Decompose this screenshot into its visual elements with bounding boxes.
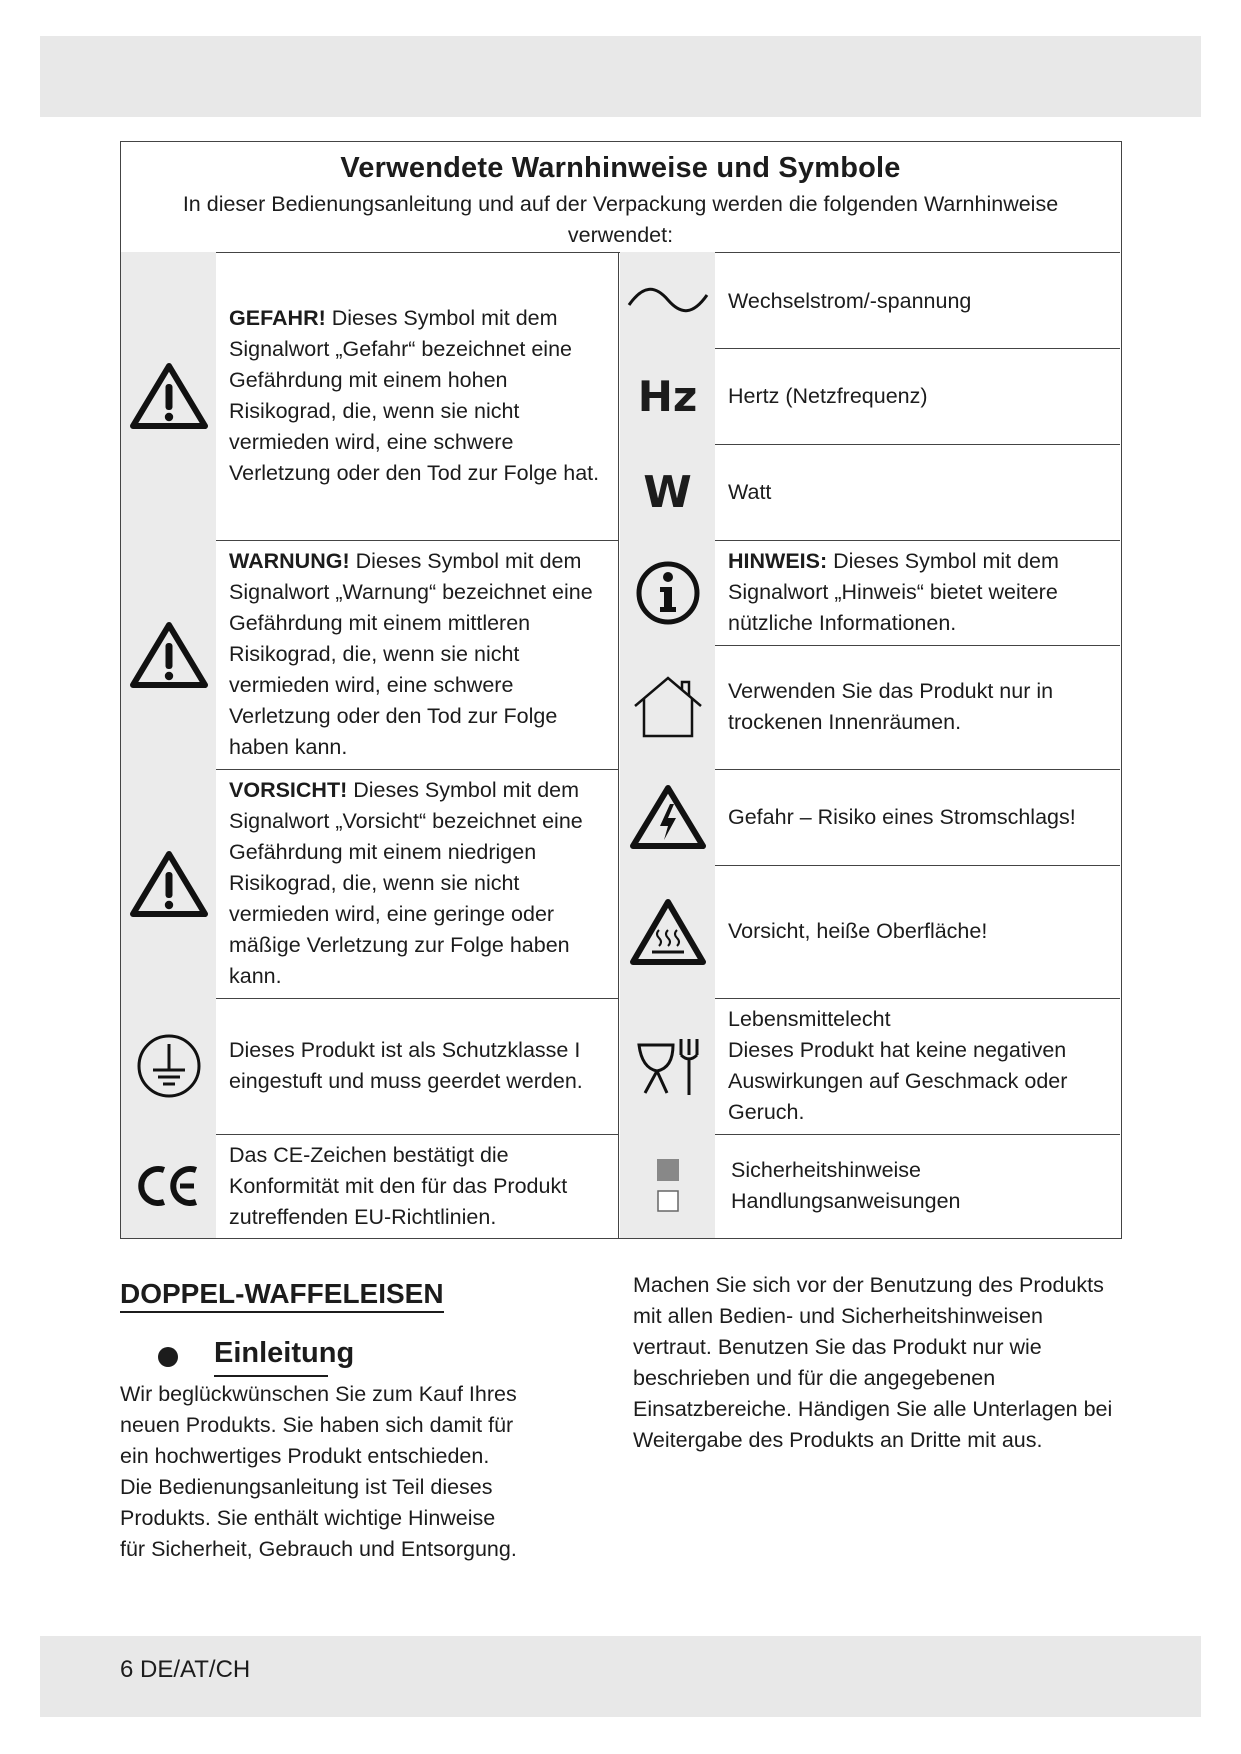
hot-surface-warning-icon [620,865,715,998]
wechselstrom-text: Wechselstrom/-spannung [728,289,972,313]
intro-paragraph-left: Wir beglückwünschen Sie zum Kauf Ihres neuen Produkts. Sie haben sich damit für ein hochwertiges Produkt entschieden. Die Bedienungsanleitung ist Teil dieses Produkts. Sie enthält wichtige Hinweise für Sicherheit, Gebrauch und Entsorgung. [120,1382,517,1561]
watt-icon: W [620,444,715,540]
table-title: Verwendete Warnhinweise und Symbole [340,152,901,184]
bullet-icon [158,1347,178,1367]
warning-triangle-icon [121,769,216,998]
top-band [40,36,1201,117]
row-stromschlag [620,769,1120,865]
watt-text: Watt [728,479,772,504]
row-wechselstrom [620,252,1120,348]
row-gefahr [121,252,618,540]
warning-triangle-icon [121,252,216,540]
gefahr-text: GEFAHR! Dieses Symbol mit dem Signalwort „Gefahr“ bezeichnet eine Gefährdung mit einem hohen Risikograd, die, wenn sie nicht vermieden wird, eine schwere Verletzung oder den Tod zur Folge hat. [229,306,600,485]
info-icon [620,540,715,645]
food-safe-icon [620,998,715,1134]
row-hertz [620,348,1120,444]
stromschlag-text: Gefahr – Risiko eines Stromschlags! [728,804,1076,829]
ce-mark-icon [121,1134,216,1238]
checkbox-legend-icon [620,1134,715,1238]
subsection-title: Einleitung [214,1337,355,1369]
heisse-oberflaeche-text: Vorsicht, heiße Oberfläche! [728,919,988,943]
intro-paragraph-right: Machen Sie sich vor der Benutzung des Produkts mit allen Bedien- und Sicherheitshinweisen vertraut. Benutzen Sie das Produkt nur wie beschrieben und für die angegebenen Einsatzbereiche. Händigen Sie alle Unterlagen bei Weitergabe des Produkts an Dritte mit aus. [633,1273,1113,1452]
hertz-text: Hertz (Netzfrequenz) [728,383,928,408]
hinweis-text: HINWEIS: Dieses Symbol mit dem Signalwort „Hinweis“ bietet weitere nützliche Informationen. [728,549,1059,635]
row-legende [620,1134,1120,1238]
subsection-underline [214,1375,328,1377]
hertz-icon: Hz [620,348,715,444]
ce-text: Das CE-Zeichen bestätigt die Konformität mit den für das Produkt zutreffenden EU-Richtlinien. [229,1142,568,1229]
electric-shock-warning-icon [620,769,715,865]
legende-text: Sicherheitshinweise Handlungsanweisungen [731,1158,961,1213]
row-heisse-oberflaeche [620,865,1120,998]
row-schutzklasse [121,998,618,1134]
warning-symbols-table [120,141,1122,1239]
row-ce [121,1134,618,1238]
lebensmittelecht-text: Lebensmittelecht Dieses Produkt hat keine negativen Auswirkungen auf Geschmack oder Geruch. [728,1007,1068,1124]
table-subtitle: In dieser Bedienungsanleitung und auf der Verpackung werden die folgenden Warnhinweise verwendet: [182,192,1059,247]
house-icon [620,645,715,769]
page-number: 6 DE/AT/CH [120,1656,251,1683]
row-lebensmittelecht [620,998,1120,1134]
row-watt [620,444,1120,540]
section-title: DOPPEL-WAFFELEISEN [120,1278,444,1313]
warnung-text: WARNUNG! Dieses Symbol mit dem Signalwort „Warnung“ bezeichnet eine Gefährdung mit einem mittleren Risikograd, die, wenn sie nicht vermieden wird, eine schwere Verletzung oder den Tod zur Folge haben kann. [229,549,593,759]
innenraum-text: Verwenden Sie das Produkt nur in trockenen Innenräumen. [728,679,1054,734]
row-innenraum [620,645,1120,769]
row-hinweis [620,540,1120,645]
table-header [121,142,1120,253]
protective-earth-icon [121,998,216,1134]
warning-triangle-icon [121,540,216,769]
row-vorsicht [121,769,618,998]
alternating-current-icon [620,252,715,348]
row-warnung [121,540,618,769]
column-divider [618,252,619,1238]
schutzklasse-text: Dieses Produkt ist als Schutzklasse I eingestuft und muss geerdet werden. [229,1038,583,1093]
vorsicht-text: VORSICHT! Dieses Symbol mit dem Signalwort „Vorsicht“ bezeichnet eine Gefährdung mit einem niedrigen Risikograd, die, wenn sie nicht vermieden wird, eine geringe oder mäßige Verletzung zur Folge haben kann. [229,778,583,988]
